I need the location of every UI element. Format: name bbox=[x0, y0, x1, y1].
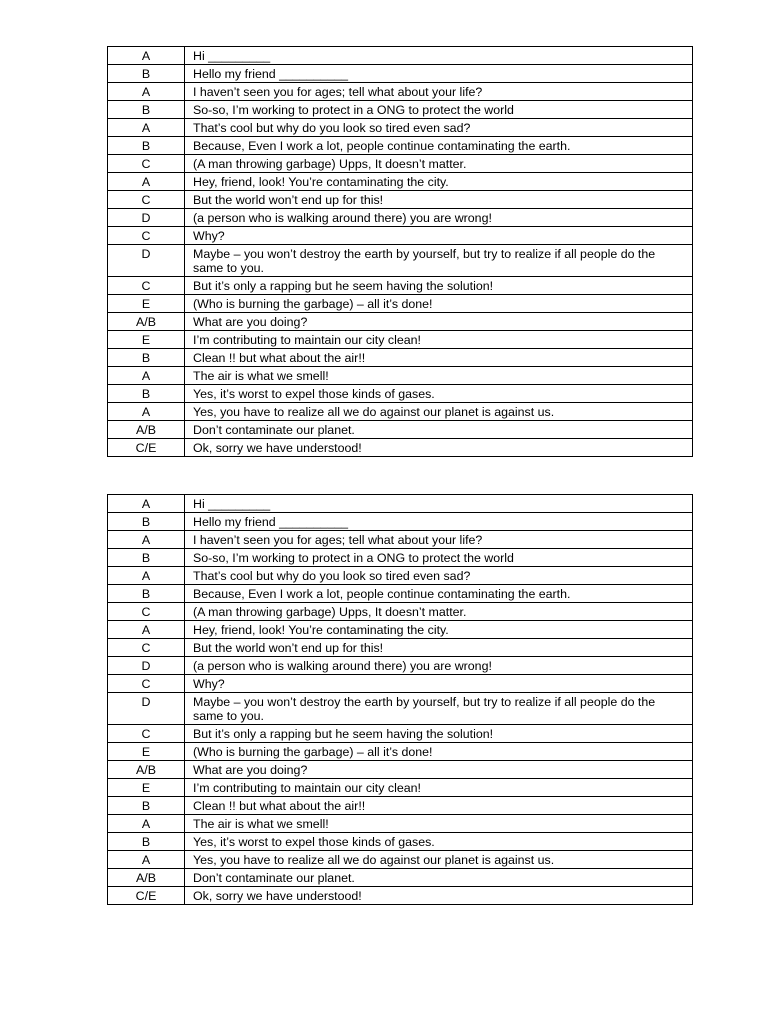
line-cell: Don’t contaminate our planet. bbox=[185, 421, 693, 439]
dialogue-row bbox=[108, 779, 693, 797]
speaker-cell: A bbox=[108, 367, 185, 385]
speaker-cell: B bbox=[108, 65, 185, 83]
dialogue-row bbox=[108, 815, 693, 833]
speaker-cell: C bbox=[108, 639, 185, 657]
dialogue-row bbox=[108, 83, 693, 101]
dialogue-row bbox=[108, 833, 693, 851]
speaker-cell: C bbox=[108, 155, 185, 173]
speaker-cell: A bbox=[108, 403, 185, 421]
speaker-cell: D bbox=[108, 209, 185, 227]
line-cell: So-so, I’m working to protect in a ONG to protect the world bbox=[185, 101, 693, 119]
speaker-cell: A bbox=[108, 83, 185, 101]
dialogue-row bbox=[108, 585, 693, 603]
line-cell: What are you doing? bbox=[185, 313, 693, 331]
dialogue-row bbox=[108, 191, 693, 209]
dialogue-row bbox=[108, 403, 693, 421]
speaker-cell: C bbox=[108, 725, 185, 743]
line-cell: Yes, it’s worst to expel those kinds of gases. bbox=[185, 833, 693, 851]
speaker-cell: A bbox=[108, 567, 185, 585]
speaker-cell: A/B bbox=[108, 313, 185, 331]
dialogue-row bbox=[108, 887, 693, 905]
line-cell: But it’s only a rapping but he seem having the solution! bbox=[185, 277, 693, 295]
speaker-cell: A bbox=[108, 851, 185, 869]
speaker-cell: C bbox=[108, 191, 185, 209]
line-cell: (A man throwing garbage) Upps, It doesn’t matter. bbox=[185, 155, 693, 173]
dialogue-row bbox=[108, 277, 693, 295]
speaker-cell: A bbox=[108, 495, 185, 513]
dialogue-row bbox=[108, 439, 693, 457]
dialogue-row bbox=[108, 725, 693, 743]
dialogue-row bbox=[108, 549, 693, 567]
line-cell: But it’s only a rapping but he seem having the solution! bbox=[185, 725, 693, 743]
dialogue-table-body bbox=[108, 47, 693, 457]
dialogue-row bbox=[108, 155, 693, 173]
dialogue-row bbox=[108, 65, 693, 83]
line-cell: Hello my friend __________ bbox=[185, 65, 693, 83]
line-cell: Because, Even I work a lot, people continue contaminating the earth. bbox=[185, 137, 693, 155]
line-cell: Clean !! but what about the air!! bbox=[185, 349, 693, 367]
speaker-cell: C bbox=[108, 227, 185, 245]
line-cell: That’s cool but why do you look so tired even sad? bbox=[185, 567, 693, 585]
dialogue-row bbox=[108, 313, 693, 331]
line-cell: (a person who is walking around there) you are wrong! bbox=[185, 657, 693, 675]
dialogue-row bbox=[108, 385, 693, 403]
dialogue-row bbox=[108, 421, 693, 439]
speaker-cell: C/E bbox=[108, 887, 185, 905]
dialogue-row bbox=[108, 851, 693, 869]
dialogue-row bbox=[108, 227, 693, 245]
dialogue-row bbox=[108, 209, 693, 227]
dialogue-row bbox=[108, 675, 693, 693]
dialogue-table-1 bbox=[107, 46, 693, 457]
dialogue-row bbox=[108, 657, 693, 675]
dialogue-row bbox=[108, 101, 693, 119]
speaker-cell: E bbox=[108, 779, 185, 797]
line-cell: Why? bbox=[185, 675, 693, 693]
line-cell: Ok, sorry we have understood! bbox=[185, 887, 693, 905]
line-cell: What are you doing? bbox=[185, 761, 693, 779]
speaker-cell: D bbox=[108, 693, 185, 725]
speaker-cell: B bbox=[108, 833, 185, 851]
dialogue-row bbox=[108, 567, 693, 585]
dialogue-row bbox=[108, 119, 693, 137]
dialogue-table-body bbox=[108, 495, 693, 905]
line-cell: Hi _________ bbox=[185, 47, 693, 65]
line-cell: Hi _________ bbox=[185, 495, 693, 513]
line-cell: Ok, sorry we have understood! bbox=[185, 439, 693, 457]
speaker-cell: B bbox=[108, 101, 185, 119]
dialogue-row bbox=[108, 693, 693, 725]
dialogue-row bbox=[108, 743, 693, 761]
speaker-cell: D bbox=[108, 657, 185, 675]
line-cell: (A man throwing garbage) Upps, It doesn’t matter. bbox=[185, 603, 693, 621]
dialogue-row bbox=[108, 621, 693, 639]
line-cell: I’m contributing to maintain our city clean! bbox=[185, 331, 693, 349]
speaker-cell: A bbox=[108, 531, 185, 549]
speaker-cell: A/B bbox=[108, 869, 185, 887]
speaker-cell: B bbox=[108, 549, 185, 567]
speaker-cell: B bbox=[108, 137, 185, 155]
speaker-cell: B bbox=[108, 349, 185, 367]
dialogue-row bbox=[108, 531, 693, 549]
line-cell: I haven’t seen you for ages; tell what about your life? bbox=[185, 531, 693, 549]
dialogue-row bbox=[108, 173, 693, 191]
speaker-cell: A bbox=[108, 621, 185, 639]
line-cell: Maybe – you won’t destroy the earth by yourself, but try to realize if all people do the same to you. bbox=[185, 693, 693, 725]
dialogue-table-2 bbox=[107, 494, 693, 905]
line-cell: Because, Even I work a lot, people continue contaminating the earth. bbox=[185, 585, 693, 603]
line-cell: I haven’t seen you for ages; tell what about your life? bbox=[185, 83, 693, 101]
dialogue-row bbox=[108, 349, 693, 367]
dialogue-row bbox=[108, 639, 693, 657]
speaker-cell: B bbox=[108, 797, 185, 815]
line-cell: So-so, I’m working to protect in a ONG to protect the world bbox=[185, 549, 693, 567]
line-cell: Yes, it’s worst to expel those kinds of gases. bbox=[185, 385, 693, 403]
line-cell: That’s cool but why do you look so tired even sad? bbox=[185, 119, 693, 137]
speaker-cell: C/E bbox=[108, 439, 185, 457]
speaker-cell: A bbox=[108, 815, 185, 833]
line-cell: Clean !! but what about the air!! bbox=[185, 797, 693, 815]
line-cell: Don’t contaminate our planet. bbox=[185, 869, 693, 887]
line-cell: (a person who is walking around there) you are wrong! bbox=[185, 209, 693, 227]
line-cell: But the world won’t end up for this! bbox=[185, 639, 693, 657]
speaker-cell: A/B bbox=[108, 421, 185, 439]
dialogue-row bbox=[108, 869, 693, 887]
speaker-cell: C bbox=[108, 603, 185, 621]
dialogue-row bbox=[108, 47, 693, 65]
line-cell: The air is what we smell! bbox=[185, 367, 693, 385]
dialogue-row bbox=[108, 295, 693, 313]
line-cell: Why? bbox=[185, 227, 693, 245]
dialogue-row bbox=[108, 797, 693, 815]
speaker-cell: C bbox=[108, 675, 185, 693]
speaker-cell: B bbox=[108, 585, 185, 603]
dialogue-row bbox=[108, 513, 693, 531]
line-cell: (Who is burning the garbage) – all it’s done! bbox=[185, 743, 693, 761]
dialogue-row bbox=[108, 245, 693, 277]
speaker-cell: A bbox=[108, 173, 185, 191]
line-cell: Yes, you have to realize all we do against our planet is against us. bbox=[185, 403, 693, 421]
speaker-cell: A/B bbox=[108, 761, 185, 779]
line-cell: Hey, friend, look! You’re contaminating the city. bbox=[185, 173, 693, 191]
dialogue-row bbox=[108, 603, 693, 621]
line-cell: Maybe – you won’t destroy the earth by yourself, but try to realize if all people do the same to you. bbox=[185, 245, 693, 277]
line-cell: Hey, friend, look! You’re contaminating the city. bbox=[185, 621, 693, 639]
line-cell: I’m contributing to maintain our city clean! bbox=[185, 779, 693, 797]
line-cell: Hello my friend __________ bbox=[185, 513, 693, 531]
speaker-cell: E bbox=[108, 331, 185, 349]
speaker-cell: B bbox=[108, 513, 185, 531]
speaker-cell: E bbox=[108, 295, 185, 313]
dialogue-row bbox=[108, 331, 693, 349]
line-cell: But the world won’t end up for this! bbox=[185, 191, 693, 209]
dialogue-row bbox=[108, 495, 693, 513]
speaker-cell: B bbox=[108, 385, 185, 403]
dialogue-row bbox=[108, 367, 693, 385]
dialogue-row bbox=[108, 761, 693, 779]
line-cell: (Who is burning the garbage) – all it’s done! bbox=[185, 295, 693, 313]
speaker-cell: A bbox=[108, 47, 185, 65]
speaker-cell: D bbox=[108, 245, 185, 277]
dialogue-row bbox=[108, 137, 693, 155]
speaker-cell: E bbox=[108, 743, 185, 761]
speaker-cell: C bbox=[108, 277, 185, 295]
line-cell: The air is what we smell! bbox=[185, 815, 693, 833]
line-cell: Yes, you have to realize all we do against our planet is against us. bbox=[185, 851, 693, 869]
speaker-cell: A bbox=[108, 119, 185, 137]
